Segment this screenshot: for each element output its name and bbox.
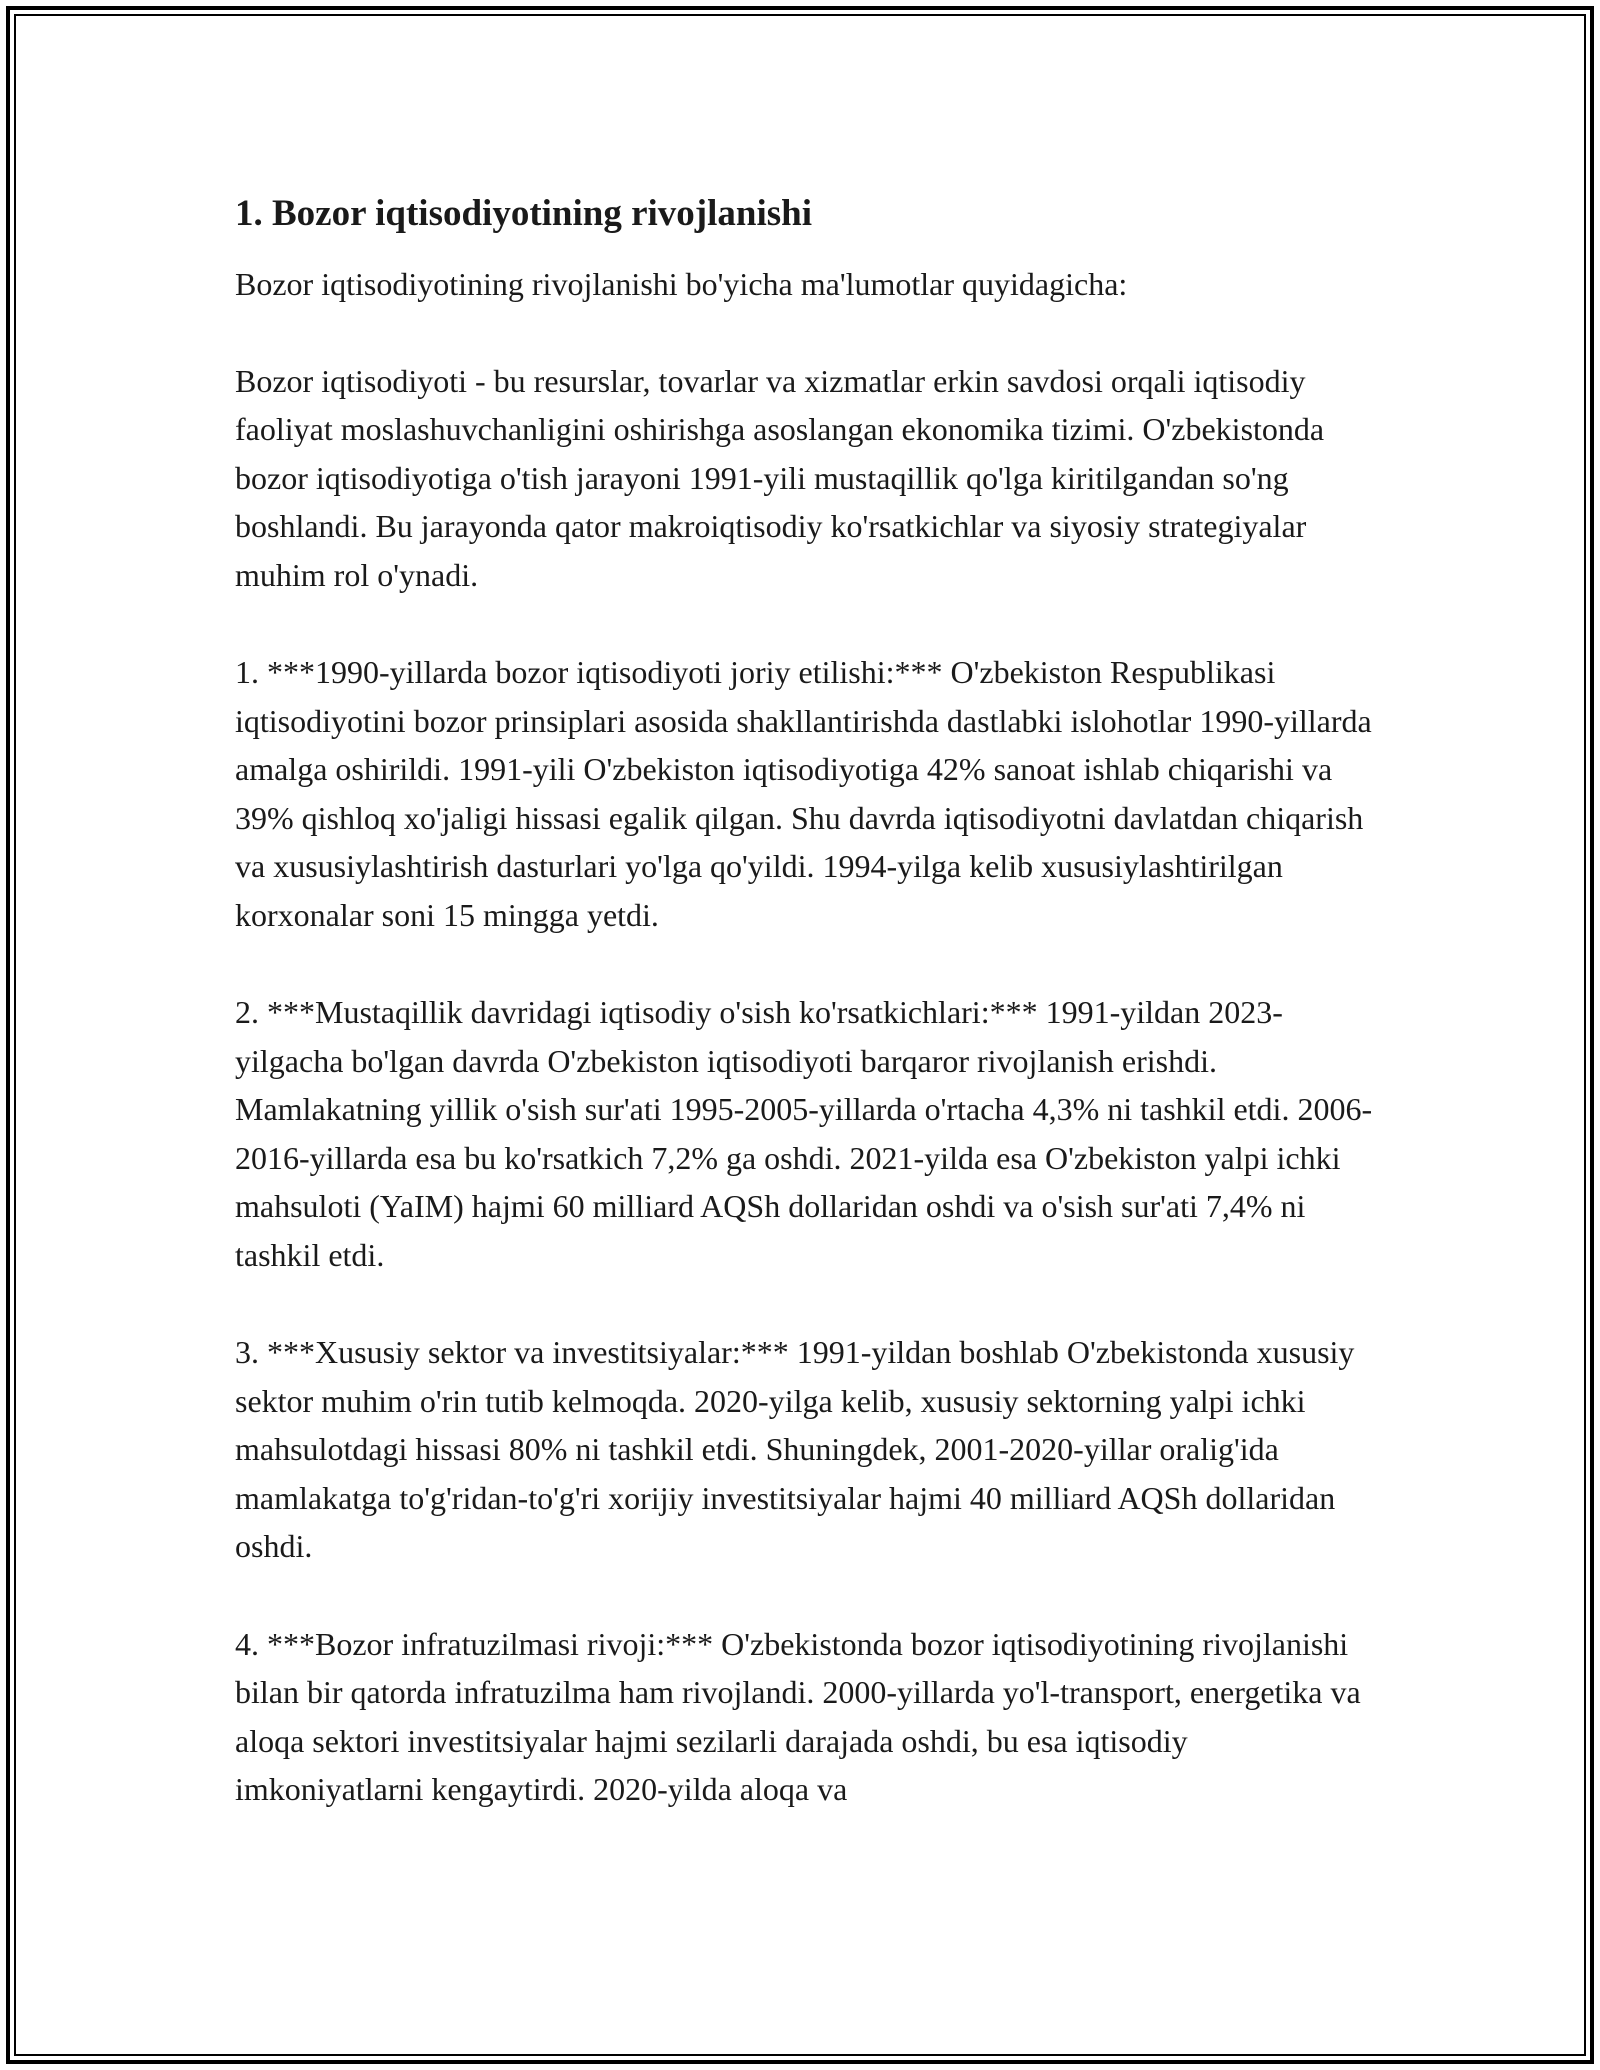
paragraph-item-1: 1. ***1990-yillarda bozor iqtisodiyoti joriy etilishi:*** O'zbekiston Respublikasi iqtisodiyotini bozor prinsiplari asosida shakllantirishda dastlabki islohotlar 1990-yillarda amalga oshirildi. 1991-yili O'zbekiston iqtisodiyotiga 42% sanoat ishlab chiqarishi va 39% qishloq xo'jaligi hissasi egalik qilgan. Shu davrda iqtisodiyotni davlatdan chiqarish va xususiylashtirish dasturlari yo'lga qo'yildi. 1994-yilga kelib xususiylashtirilgan korxonalar soni 15 mingga yetdi. [235, 654, 1372, 933]
paragraph-definition: Bozor iqtisodiyoti - bu resurslar, tovarlar va xizmatlar erkin savdosi orqali iqtisodiy faoliyat moslashuvchanligini oshirishga asoslangan ekonomika tizimi. O'zbekistonda bozor iqtisodiyotiga o'tish jarayoni 1991-yili mustaqillik qo'lga kiritilgandan so'ng boshlandi. Bu jarayonda qator makroiqtisodiy ko'rsatkichlar va siyosiy strategiyalar muhim rol o'ynadi. [235, 362, 1325, 593]
document-title: 1. Bozor iqtisodiyotining rivojlanishi [235, 193, 813, 234]
paragraph-item-3: 3. ***Xususiy sektor va investitsiyalar:*** 1991-yildan boshlab O'zbekistonda xususiy sektor muhim o'rin tutib kelmoqda. 2020-yilga kelib, xususiy sektorning yalpi ichki mahsulotdagi hissasi 80% ni tashkil etdi. Shuningdek, 2001-2020-yillar oralig'ida mamlakatga to'g'ridan-to'g'ri xorijiy investitsiyalar hajmi 40 milliard AQSh dollaridan oshdi. [235, 1334, 1355, 1564]
paragraph-item-2: 2. ***Mustaqillik davridagi iqtisodiy o'sish ko'rsatkichlari:*** 1991-yildan 2023-yilgacha bo'lgan davrda O'zbekiston iqtisodiyoti barqaror rivojlanish erishdi. Mamlakatning yillik o'sish sur'ati 1995-2005-yillarda o'rtacha 4,3% ni tashkil etdi. 2006-2016-yillarda esa bu ko'rsatkich 7,2% ga oshdi. 2021-yilda esa O'zbekiston yalpi ichki mahsuloti (YaIM) hajmi 60 milliard AQSh dollaridan oshdi va o'sish sur'ati 7,4% ni tashkil etdi. [235, 994, 1373, 1273]
intro-paragraph: Bozor iqtisodiyotining rivojlanishi bo'yicha ma'lumotlar quyidagicha: [235, 266, 1128, 302]
document-body [235, 190, 1375, 1863]
paragraph-item-4: 4. ***Bozor infratuzilmasi rivoji:*** O'zbekistonda bozor iqtisodiyotining rivojlanishi bilan bir qatorda infratuzilma ham rivojlandi. 2000-yillarda yo'l-transport, energetika va aloqa sektori investitsiyalar hajmi sezilarli darajada oshdi, bu esa iqtisodiy imkoniyatlarni kengaytirdi. 2020-yilda aloqa va [235, 1625, 1361, 1807]
